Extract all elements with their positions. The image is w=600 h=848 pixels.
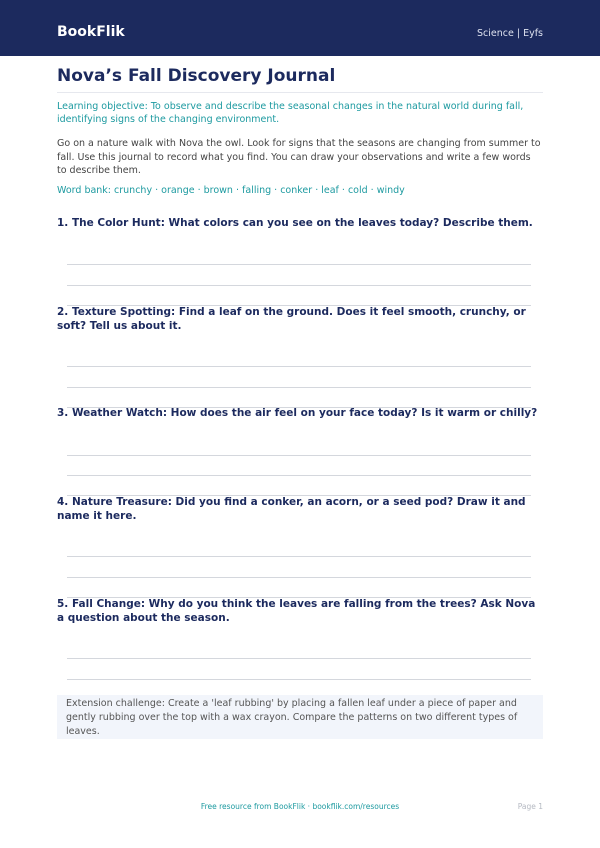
question-2: 2. Texture Spotting: Find a leaf on the ground. Does it feel smooth, crunchy, or soft? Tell us about it. — [57, 306, 526, 332]
page-number: Page 1 — [517, 802, 543, 811]
learning-objective: Learning objective: To observe and describe the seasonal changes in the natural world during fall, identifying signs of the changing environment. — [57, 101, 524, 125]
brand-logo[interactable]: BookFlik — [57, 24, 125, 40]
answer-line[interactable] — [67, 658, 531, 659]
question-4: 4. Nature Treasure: Did you find a conker, an acorn, or a seed pod? Draw it and name it here. — [57, 496, 526, 522]
intro-text: Go on a nature walk with Nova the owl. Look for signs that the seasons are changing from summer to fall. Use this journal to record what you find. You can draw your observations and write a few words to describe them. — [57, 138, 541, 176]
question-5: 5. Fall Change: Why do you think the leaves are falling from the trees? Ask Nova a question about the season. — [57, 598, 536, 624]
answer-line[interactable] — [67, 387, 531, 388]
answer-line[interactable] — [67, 366, 531, 367]
answer-line[interactable] — [67, 285, 531, 286]
answer-line[interactable] — [67, 679, 531, 680]
extension-challenge: Extension challenge: Create a 'leaf rubbing' by placing a fallen leaf under a piece of paper and gently rubbing over the top with a wax crayon. Compare the patterns on two different types of leaves. — [57, 695, 543, 739]
answer-line[interactable] — [67, 264, 531, 265]
word-bank: Word bank: crunchy · orange · brown · falling · conker · leaf · cold · windy — [57, 185, 405, 196]
subject-tag: Science | Eyfs — [477, 28, 543, 39]
footer-credit[interactable]: Free resource from BookFlik · bookflik.com/resources — [200, 802, 400, 811]
answer-line[interactable] — [67, 577, 531, 578]
answer-line[interactable] — [67, 475, 531, 476]
answer-line[interactable] — [67, 556, 531, 557]
header-bar — [0, 0, 600, 56]
title-divider — [57, 92, 543, 93]
question-1: 1. The Color Hunt: What colors can you see on the leaves today? Describe them. — [57, 217, 533, 229]
question-3: 3. Weather Watch: How does the air feel on your face today? Is it warm or chilly? — [57, 407, 538, 419]
page-title: Nova’s Fall Discovery Journal — [57, 66, 336, 86]
answer-line[interactable] — [67, 455, 531, 456]
